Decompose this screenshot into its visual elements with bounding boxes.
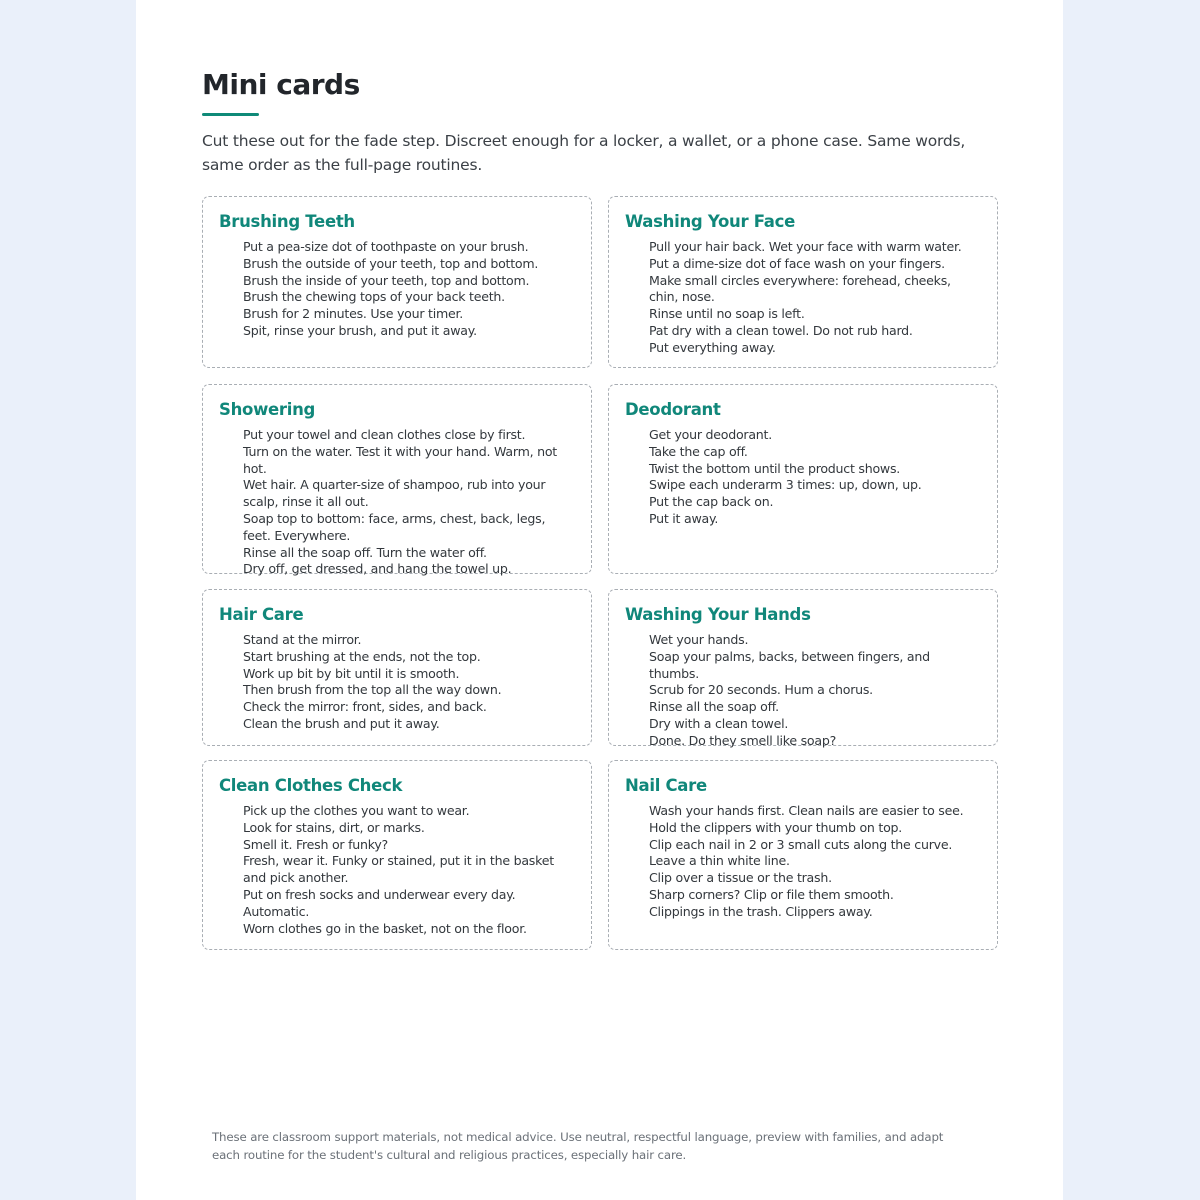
step-item: Clean the brush and put it away. (243, 715, 440, 731)
title-underline (202, 113, 259, 116)
step-item: Then brush from the top all the way down. (243, 682, 502, 698)
step-item: Make small circles everywhere: forehead, cheeks, chin, nose. (649, 272, 951, 305)
step-item: Work up bit by bit until it is smooth. (243, 665, 460, 681)
card-title: Washing Your Face (625, 212, 795, 231)
step-item: Start brushing at the ends, not the top. (243, 648, 481, 664)
step-item: Wet hair. A quarter-size of shampoo, rub into your scalp, rinse it all out. (243, 477, 546, 510)
card-washing-face (608, 196, 998, 368)
step-item: Brush for 2 minutes. Use your timer. (243, 306, 463, 322)
step-item: Put on fresh socks and underwear every day. Automatic. (243, 886, 516, 919)
card-title: Deodorant (625, 400, 721, 419)
card-title: Clean Clothes Check (219, 776, 403, 795)
step-item: Pat dry with a clean towel. Do not rub hard. (649, 322, 913, 338)
footer-disclaimer: These are classroom support materials, not medical advice. Use neutral, respectful language, preview with families, and adapt each routine for the student's cultural and religious practices, especially hair care. (212, 1130, 944, 1162)
card-title: Brushing Teeth (219, 212, 355, 231)
step-item: Put everything away. (649, 339, 776, 355)
card-deodorant (608, 384, 998, 574)
step-item: Swipe each underarm 3 times: up, down, up. (649, 477, 922, 493)
step-item: Pick up the clothes you want to wear. (243, 803, 470, 818)
card-title: Washing Your Hands (625, 605, 811, 624)
step-item: Put it away. (649, 510, 719, 526)
step-item: Wet your hands. (649, 632, 749, 647)
step-item: Sharp corners? Clip or file them smooth. (649, 886, 894, 902)
card-hair-care (202, 589, 592, 746)
card-washing-hands (608, 589, 998, 746)
step-item: Put the cap back on. (649, 494, 774, 510)
step-item: Turn on the water. Test it with your hand. Warm, not hot. (243, 443, 557, 476)
card-brushing-teeth (202, 196, 592, 368)
step-list (219, 427, 575, 578)
step-item: Spit, rinse your brush, and put it away. (243, 322, 477, 338)
step-item: Hold the clippers with your thumb on top. (649, 819, 903, 835)
step-list (219, 632, 575, 733)
card-title: Showering (219, 400, 316, 419)
step-item: Look for stains, dirt, or marks. (243, 819, 425, 835)
step-item: Scrub for 20 seconds. Hum a chorus. (649, 682, 873, 698)
card-showering (202, 384, 592, 577)
step-list (625, 427, 981, 528)
step-item: Take the cap off. (649, 443, 748, 459)
step-item: Brush the outside of your teeth, top and bottom. (243, 255, 539, 271)
step-item: Clip over a tissue or the trash. (649, 870, 832, 886)
step-item: Dry off, get dressed, and hang the towel up. (243, 561, 512, 577)
step-list (219, 803, 575, 937)
step-item: Fresh, wear it. Funky or stained, put it in the basket and pick another. (243, 853, 554, 886)
card-title: Nail Care (625, 776, 707, 795)
step-item: Wash your hands first. Clean nails are easier to see. (649, 803, 964, 818)
step-item: Clippings in the trash. Clippers away. (649, 903, 873, 919)
card-clean-clothes (202, 760, 592, 950)
step-item: Rinse all the soap off. (649, 699, 779, 715)
step-list (625, 632, 981, 750)
intro-text: Cut these out for the fade step. Discreet enough for a locker, a wallet, or a phone case. Same words, same order as the full-page routines. (202, 132, 966, 174)
card-title: Hair Care (219, 605, 304, 624)
step-item: Pull your hair back. Wet your face with warm water. (649, 239, 962, 254)
step-item: Brush the chewing tops of your back teeth. (243, 289, 505, 305)
step-list (625, 803, 981, 921)
step-item: Done. Do they smell like soap? (649, 732, 837, 748)
step-item: Twist the bottom until the product shows. (649, 460, 901, 476)
step-item: Stand at the mirror. (243, 632, 362, 647)
step-item: Put your towel and clean clothes close by first. (243, 427, 526, 442)
card-nail-care (608, 760, 998, 950)
step-item: Rinse all the soap off. Turn the water off. (243, 544, 487, 560)
step-item: Worn clothes go in the basket, not on the floor. (243, 920, 527, 936)
step-item: Soap your palms, backs, between fingers, and thumbs. (649, 648, 930, 681)
page (136, 0, 1063, 1200)
step-item: Put a dime-size dot of face wash on your fingers. (649, 255, 945, 271)
step-list (219, 239, 575, 340)
step-item: Dry with a clean towel. (649, 715, 789, 731)
step-item: Soap top to bottom: face, arms, chest, back, legs, feet. Everywhere. (243, 510, 546, 543)
step-list (625, 239, 981, 357)
step-item: Check the mirror: front, sides, and back. (243, 699, 487, 715)
step-item: Brush the inside of your teeth, top and bottom. (243, 272, 530, 288)
step-item: Smell it. Fresh or funky? (243, 836, 388, 852)
page-title: Mini cards (202, 68, 360, 101)
step-item: Get your deodorant. (649, 427, 772, 442)
step-item: Rinse until no soap is left. (649, 306, 805, 322)
step-item: Clip each nail in 2 or 3 small cuts along the curve. Leave a thin white line. (649, 836, 953, 869)
step-item: Put a pea-size dot of toothpaste on your brush. (243, 239, 529, 254)
